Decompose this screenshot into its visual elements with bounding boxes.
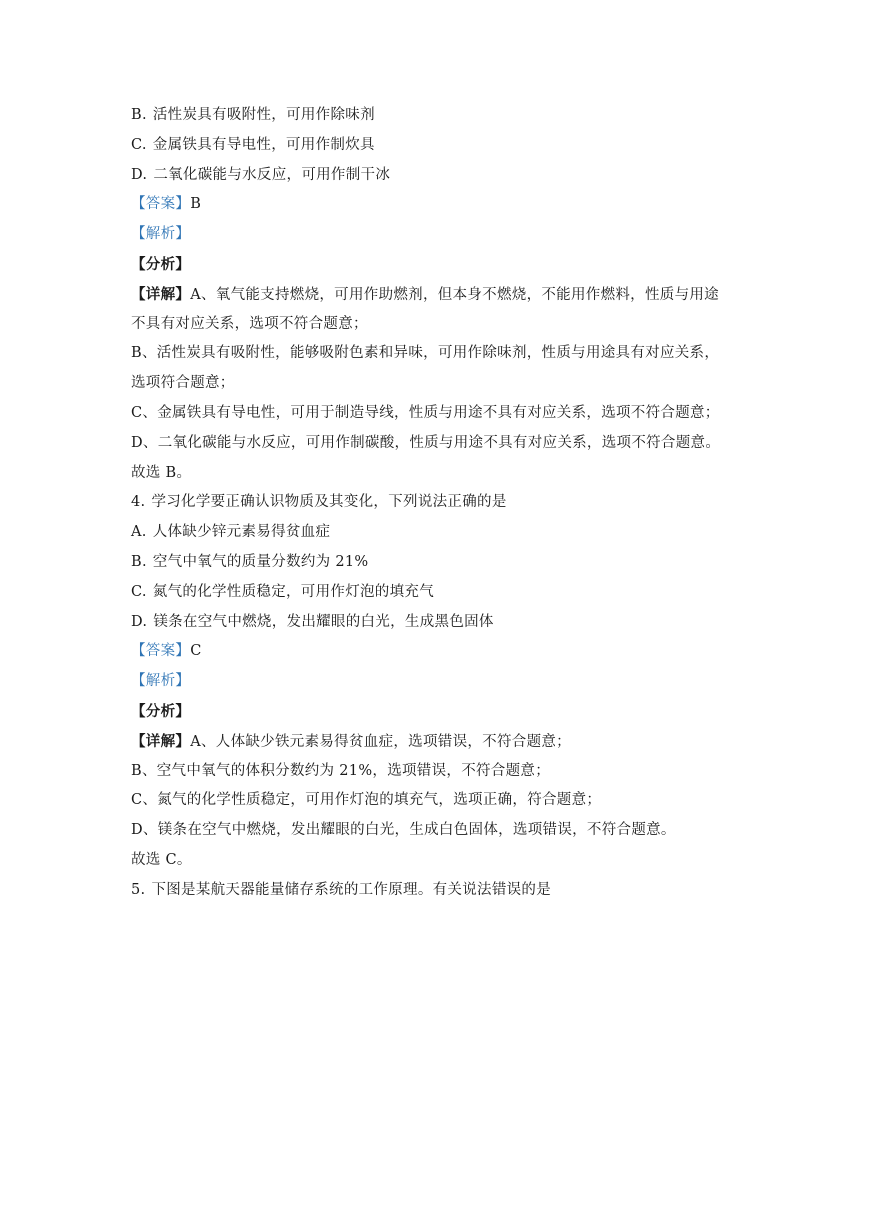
q4-detail-line-4: D、镁条在空气中燃烧，发出耀眼的白光，生成白色固体，选项错误，不符合题意。 xyxy=(131,822,676,839)
option-label: C. xyxy=(131,136,147,153)
q4-stem xyxy=(131,488,751,518)
option-text: 金属铁具有导电性，可用作制炊具 xyxy=(152,136,375,153)
q4-option-a xyxy=(131,518,751,548)
answer-value: B xyxy=(190,196,202,213)
answer-tag: 【答案】 xyxy=(131,643,191,660)
q3-option-d xyxy=(131,161,751,191)
q3-option-b xyxy=(131,101,751,131)
q3-answer xyxy=(131,190,751,220)
detail-tag: 【详解】 xyxy=(131,285,191,303)
option-text: 二氧化碳能与水反应，可用作制干冰 xyxy=(153,166,391,183)
question-text: 下图是某航天器能量储存系统的工作原理。有关说法错误的是 xyxy=(151,881,552,898)
document-body xyxy=(131,101,751,906)
option-label: B. xyxy=(131,553,147,570)
q4-conclusion: 故选 C。 xyxy=(131,851,192,868)
option-text: 空气中氧气的质量分数约为 21% xyxy=(152,553,369,570)
question-number: 5. xyxy=(131,881,146,898)
question-text: 学习化学要正确认识物质及其变化，下列说法正确的是 xyxy=(151,494,507,511)
answer-tag: 【答案】 xyxy=(131,196,191,213)
option-label: D. xyxy=(131,166,148,183)
option-text: 人体缺少锌元素易得贫血症 xyxy=(152,524,331,541)
detail-text: A、氧气能支持燃烧，可用作助燃剂，但本身不燃烧，不能用作燃料，性质与用途 xyxy=(190,286,719,303)
q3-detail-line-3: B、活性炭具有吸附性，能够吸附色素和异味，可用作除味剂，性质与用途具有对应关系， xyxy=(131,345,720,362)
option-label: C. xyxy=(131,583,147,600)
fenxi-tag: 【分析】 xyxy=(131,255,191,273)
q4-analysis xyxy=(131,667,751,697)
q3-detail-line-4: 选项符合题意； xyxy=(131,375,235,392)
option-text: 氮气的化学性质稳定，可用作灯泡的填充气 xyxy=(152,583,434,600)
question-number: 4. xyxy=(131,494,146,511)
q4-answer xyxy=(131,637,751,667)
q3-analysis xyxy=(131,220,751,250)
q3-conclusion: 故选 B。 xyxy=(131,464,192,481)
option-label: D. xyxy=(131,613,148,630)
option-text: 镁条在空气中燃烧，发出耀眼的白光，生成黑色固体 xyxy=(153,613,494,630)
q4-option-d xyxy=(131,608,751,638)
q3-detail-line-1 xyxy=(131,280,751,310)
q3-detail-line-6: D、二氧化碳能与水反应，可用作制碳酸，性质与用途不具有对应关系，选项不符合题意。 xyxy=(131,434,721,451)
q4-fenxi xyxy=(131,697,751,727)
fenxi-tag: 【分析】 xyxy=(131,702,191,720)
option-label: B. xyxy=(131,107,147,123)
q4-option-c xyxy=(131,578,751,608)
analysis-tag: 【解析】 xyxy=(131,226,191,243)
q3-fenxi xyxy=(131,250,751,280)
option-label: A. xyxy=(131,524,147,541)
q3-option-c xyxy=(131,131,751,161)
q4-detail-line-2: B、空气中氧气的体积分数约为 21%，选项错误，不符合题意； xyxy=(131,762,550,779)
q4-detail-line-1 xyxy=(131,727,751,757)
q3-detail-line-2: 不具有对应关系，选项不符合题意； xyxy=(131,315,368,332)
option-text: 活性炭具有吸附性，可用作除味剂 xyxy=(152,107,375,123)
q4-option-b xyxy=(131,548,751,578)
detail-text: A、人体缺少铁元素易得贫血症，选项错误，不符合题意； xyxy=(190,733,571,750)
q4-detail-line-3: C、氮气的化学性质稳定，可用作灯泡的填充气，选项正确，符合题意； xyxy=(131,792,602,809)
q3-detail-line-5: C、金属铁具有导电性，可用于制造导线，性质与用途不具有对应关系，选项不符合题意； xyxy=(131,404,720,421)
detail-tag: 【详解】 xyxy=(131,732,191,750)
q5-stem xyxy=(131,876,751,906)
answer-value: C xyxy=(190,643,202,660)
analysis-tag: 【解析】 xyxy=(131,673,191,690)
